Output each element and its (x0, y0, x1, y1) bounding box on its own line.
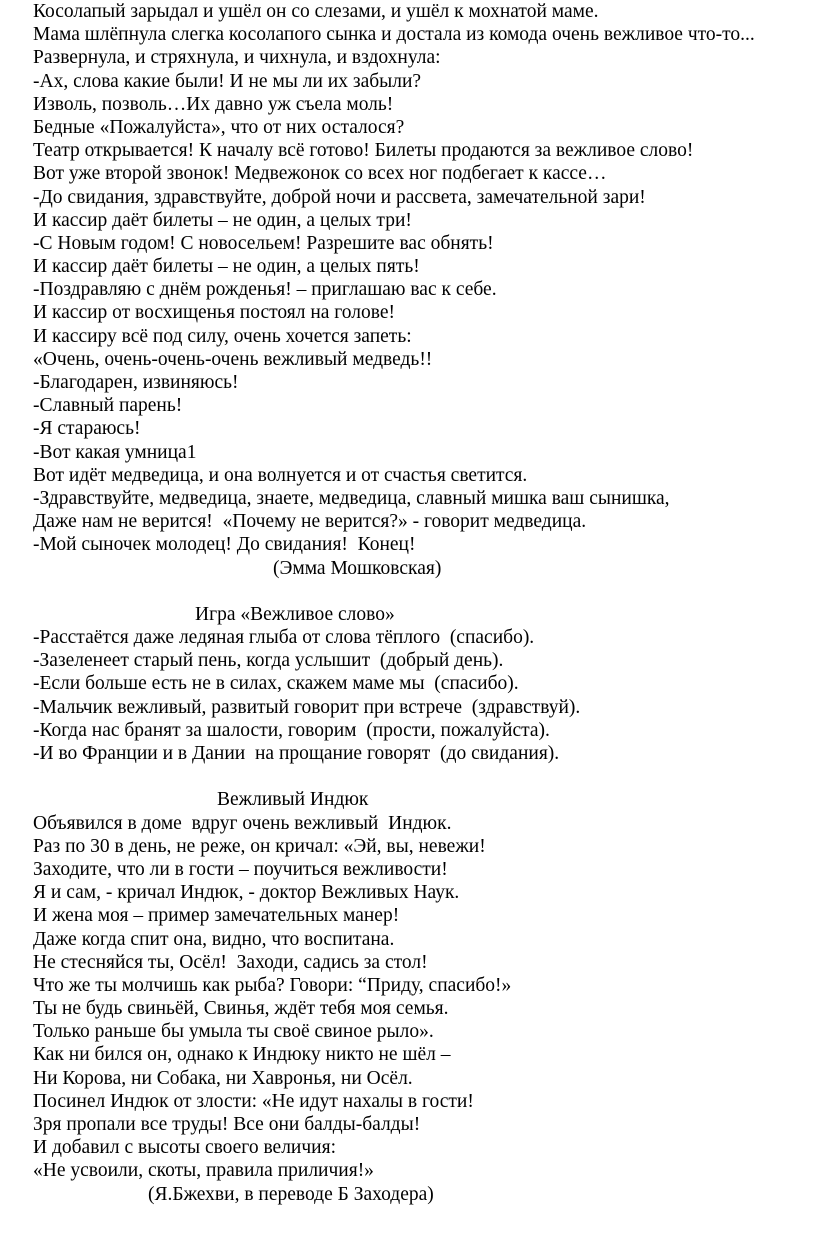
spacer (33, 580, 816, 603)
poem-line: -До свидания, здравствуйте, доброй ночи и рассвета, замечательной зари! (33, 186, 646, 208)
poem-line: И кассир даёт билеты – не один, а целых пять! (33, 256, 420, 278)
poem-line: И кассир даёт билеты – не один, а целых три! (33, 209, 412, 231)
poem-line: Театр открывается! К началу всё готово! Билеты продаются за вежливое слово! (33, 140, 694, 162)
poem-line: Развернула, и стряхнула, и чихнула, и вздохнула: (33, 47, 441, 69)
poem-line: Вот идёт медведица, и она волнуется и от счастья светится. (33, 464, 528, 486)
poem-line: И жена моя – пример замечательных манер! (33, 905, 400, 927)
poem-section (33, 0, 816, 580)
poem-line: -Поздравляю с днём рожденья! – приглашаю вас к себе. (33, 279, 497, 301)
game-line: -Когда нас бранят за шалости, говорим (прости, пожалуйста). (33, 719, 550, 741)
poem-line: Объявился в доме вдруг очень вежливый Индюк. (33, 812, 452, 834)
poem-line: -Мой сыночек молодец! До свидания! Конец! (33, 534, 416, 556)
document-page (33, 0, 816, 1206)
poem-line: Зря пропали все труды! Все они балды-балды! (33, 1114, 421, 1135)
game-line: -Мальчик вежливый, развитый говорит при встрече (здравствуй). (33, 696, 581, 718)
spacer (33, 765, 816, 788)
poem-line: Не стесняйся ты, Осёл! Заходи, садись за стол! (33, 951, 428, 973)
game-line: -Расстаётся даже ледяная глыба от слова тёплого (спасибо). (33, 627, 535, 649)
poem-line: Изволь, позволь…Их давно уж съела моль! (33, 93, 394, 115)
poem-line: Посинел Индюк от злости: «Не идут нахалы в гости! (33, 1090, 474, 1112)
section-title: Вежливый Индюк (217, 789, 369, 811)
poem-line: «Очень, очень-очень-очень вежливый медведь!! (33, 348, 433, 370)
poem-author: (Я.Бжехви, в переводе Б Заходера) (148, 1183, 434, 1205)
poem-line: Вот уже второй звонок! Медвежонок со всех ног подбегает к кассе… (33, 163, 607, 185)
poem-author: (Эмма Мошковская) (273, 557, 442, 579)
poem-line: Заходите, что ли в гости – поучиться вежливости! (33, 858, 448, 880)
poem-line: Только раньше бы умыла ты своё свиное рыло». (33, 1021, 434, 1043)
poem-line: Ни Корова, ни Собака, ни Хавронья, ни Осёл. (33, 1067, 413, 1089)
game-line: -Зазеленеет старый пень, когда услышит (добрый день). (33, 650, 504, 672)
poem-line: -Здравствуйте, медведица, знаете, медведица, славный мишка ваш сынишка, (33, 487, 670, 509)
poem-line: -С Новым годом! С новосельем! Разрешите вас обнять! (33, 232, 494, 254)
poem-line: Косолапый зарыдал и ушёл он со слезами, и ушёл к мохнатой маме. (33, 1, 599, 22)
section-title: Игра «Вежливое слово» (195, 603, 395, 625)
poem-line: -Я стараюсь! (33, 418, 141, 440)
poem-line: Раз по 30 в день, не реже, он кричал: «Эй, вы, невежи! (33, 835, 486, 857)
poem-line: -Вот какая умница1 (33, 441, 197, 463)
poem-line: -Благодарен, извиняюсь! (33, 372, 239, 393)
game-section (33, 603, 816, 765)
poem-line: -Славный парень! (33, 395, 183, 417)
game-line: -Если больше есть не в силах, скажем маме мы (спасибо). (33, 673, 519, 695)
poem-line: Мама шлёпнула слегка косолапого сынка и достала из комода очень вежливое что-то... (33, 24, 755, 46)
poem-line: Даже когда спит она, видно, что воспитана. (33, 928, 395, 950)
poem-line: -Ах, слова какие были! И не мы ли их забыли? (33, 70, 422, 92)
poem-line: Ты не будь свиньёй, Свинья, ждёт тебя моя семья. (33, 998, 449, 1020)
poem-line: Даже нам не верится! «Почему не верится?» - говорит медведица. (33, 511, 587, 533)
poem-line: И добавил с высоты своего величия: (33, 1137, 336, 1159)
poem-section (33, 788, 816, 1205)
poem-line: Бедные «Пожалуйста», что от них осталося? (33, 116, 405, 138)
poem-line: И кассир от восхищенья постоял на голове! (33, 302, 396, 324)
game-line: -И во Франции и в Дании на прощание говорят (до свидания). (33, 743, 560, 764)
poem-line: Я и сам, - кричал Индюк, - доктор Вежливых Наук. (33, 882, 460, 904)
poem-line: Как ни бился он, однако к Индюку никто не шёл – (33, 1044, 451, 1066)
poem-line: Что же ты молчишь как рыба? Говори: “Приду, спасибо!» (33, 974, 512, 996)
poem-line: «Не усвоили, скоты, правила приличия!» (33, 1160, 374, 1182)
poem-line: И кассиру всё под силу, очень хочется запеть: (33, 325, 412, 347)
